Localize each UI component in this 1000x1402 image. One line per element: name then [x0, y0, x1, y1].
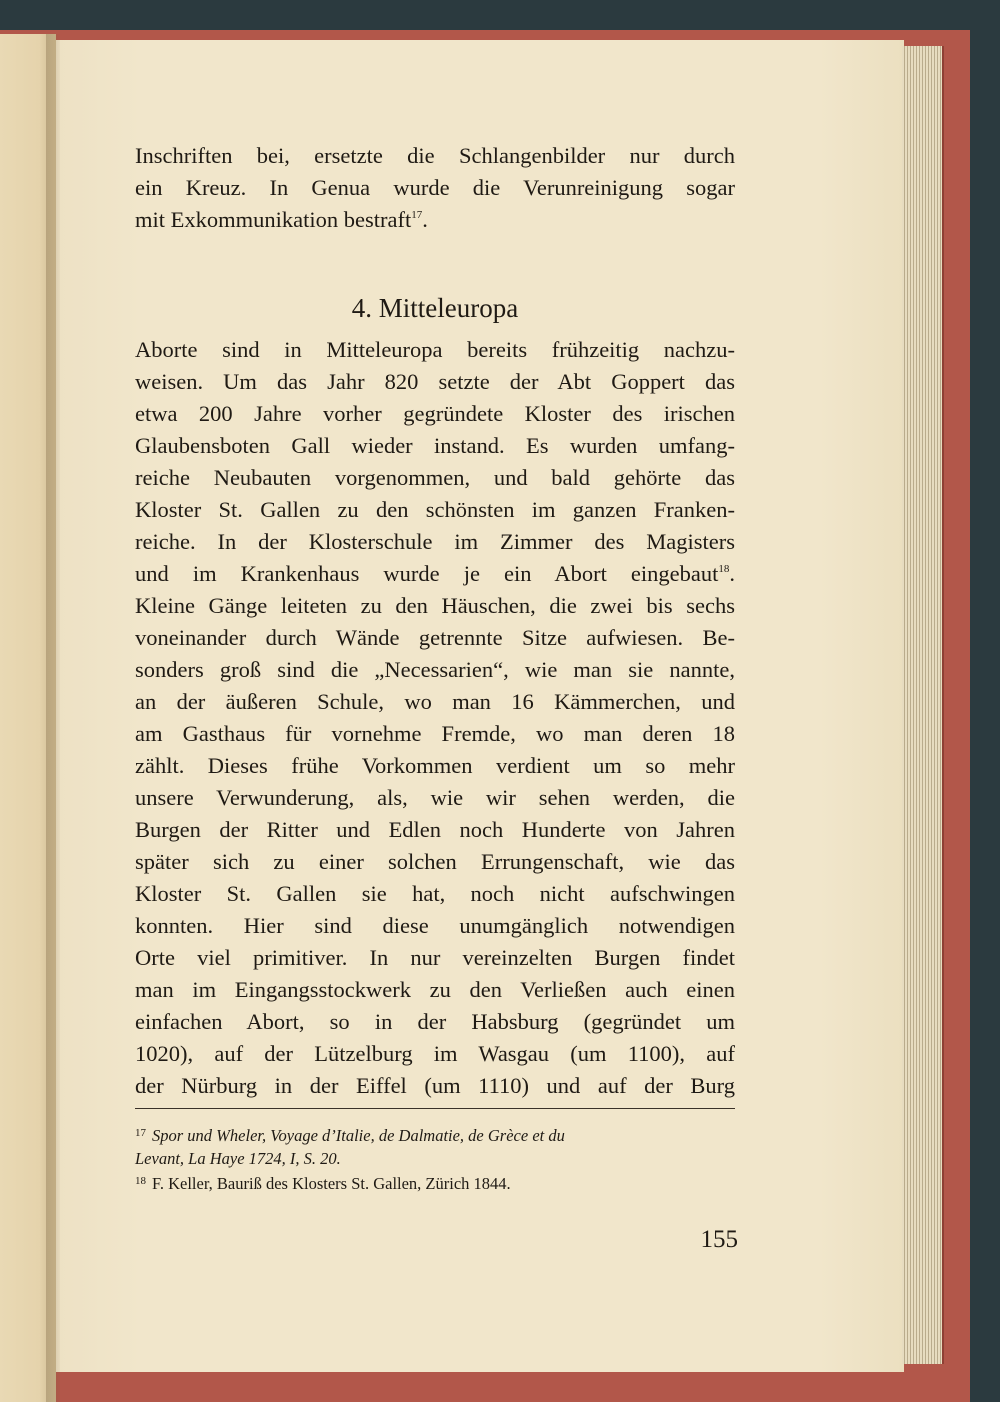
top-paragraph: [135, 140, 735, 236]
footnote-reference: 18: [718, 563, 730, 575]
footnote-17: [135, 1122, 735, 1147]
text-line: Kloster St. Gallen sie hat, noch nicht aufschwingen: [135, 881, 735, 906]
section-heading: 4. Mitteleuropa: [351, 293, 519, 323]
text-line: etwa 200 Jahre vorher gegründete Kloster des irischen: [135, 401, 735, 426]
text-line: sonders groß sind die „Necessarien“, wie man sie nannte,: [135, 657, 735, 682]
footnote-divider: [135, 1108, 735, 1109]
text-line: weisen. Um das Jahr 820 setzte der Abt Goppert das: [135, 369, 735, 394]
text-line: Orte viel primitiver. In nur vereinzelten Burgen findet: [135, 945, 735, 970]
text-line: Aborte sind in Mitteleuropa bereits frühzeitig nachzu-: [135, 337, 735, 362]
footnotes: [135, 1122, 735, 1195]
text-line: an der äußeren Schule, wo man 16 Kämmerchen, und: [135, 689, 735, 714]
body-paragraph: [135, 334, 735, 1102]
text-line-content: und im Krankenhaus wurde je ein Abort eingebaut: [135, 561, 719, 586]
text-line: der Nürburg in der Eiffel (um 1110) und auf der Burg: [135, 1073, 735, 1098]
page-gutter: [46, 34, 60, 1402]
text-line-content: mit Exkommunikation bestraft: [135, 207, 412, 232]
text-line: Burgen der Ritter und Edlen noch Hunderte von Jahren: [135, 817, 735, 842]
text-line: zählt. Dieses frühe Vorkommen verdient um so mehr: [135, 753, 735, 778]
text-line: konnten. Hier sind diese unumgänglich notwendigen: [135, 913, 735, 938]
text-line: Kleine Gänge leiteten zu den Häuschen, die zwei bis sechs: [135, 593, 735, 618]
text-line: man im Eingangsstockwerk zu den Verließen auch einen: [135, 977, 735, 1002]
footnote-text: F. Keller, Bauriß des Klosters St. Gallen, Zürich 1844.: [152, 1174, 511, 1193]
text-line: reiche. In der Klosterschule im Zimmer des Magisters: [135, 529, 735, 554]
text-line: 1020), auf der Lützelburg im Wasgau (um 1100), auf: [135, 1041, 735, 1066]
text-line: unsere Verwunderung, als, wie wir sehen werden, die: [135, 785, 735, 810]
text-line: Glaubensboten Gall wieder instand. Es wurden umfang-: [135, 433, 735, 458]
footnote-number: 17: [135, 1127, 146, 1139]
text-line: [135, 558, 735, 590]
text-line: [135, 204, 735, 236]
text-line: einfachen Abort, so in der Habsburg (gegründet um: [135, 1009, 735, 1034]
text-line: am Gasthaus für vornehme Fremde, wo man deren 18: [135, 721, 735, 746]
page-text: [135, 140, 735, 1102]
line-end-punctuation: .: [422, 207, 428, 232]
footnote-reference: 17: [411, 209, 423, 221]
text-line: reiche Neubauten vorgenommen, und bald gehörte das: [135, 465, 735, 490]
page-number: 155: [700, 1226, 738, 1253]
footnote-18: [135, 1170, 735, 1195]
text-line: voneinander durch Wände getrennte Sitze aufwiesen. Be-: [135, 625, 735, 650]
page-stack-edges: [902, 46, 944, 1364]
text-line: Inschriften bei, ersetzte die Schlangenbilder nur durch: [135, 143, 735, 168]
text-line: später sich zu einer solchen Errungenschaft, wie das: [135, 849, 735, 874]
text-line: ein Kreuz. In Genua wurde die Verunreinigung sogar: [135, 175, 735, 200]
text-line: Kloster St. Gallen zu den schönsten im ganzen Franken-: [135, 497, 735, 522]
footnote-17-continuation: Levant, La Haye 1724, I, S. 20.: [135, 1149, 341, 1168]
footnote-text: Spor und Wheler, Voyage d’Italie, de Dalmatie, de Grèce et du: [152, 1126, 565, 1145]
line-end-punctuation: .: [729, 561, 735, 586]
footnote-number: 18: [135, 1175, 146, 1187]
